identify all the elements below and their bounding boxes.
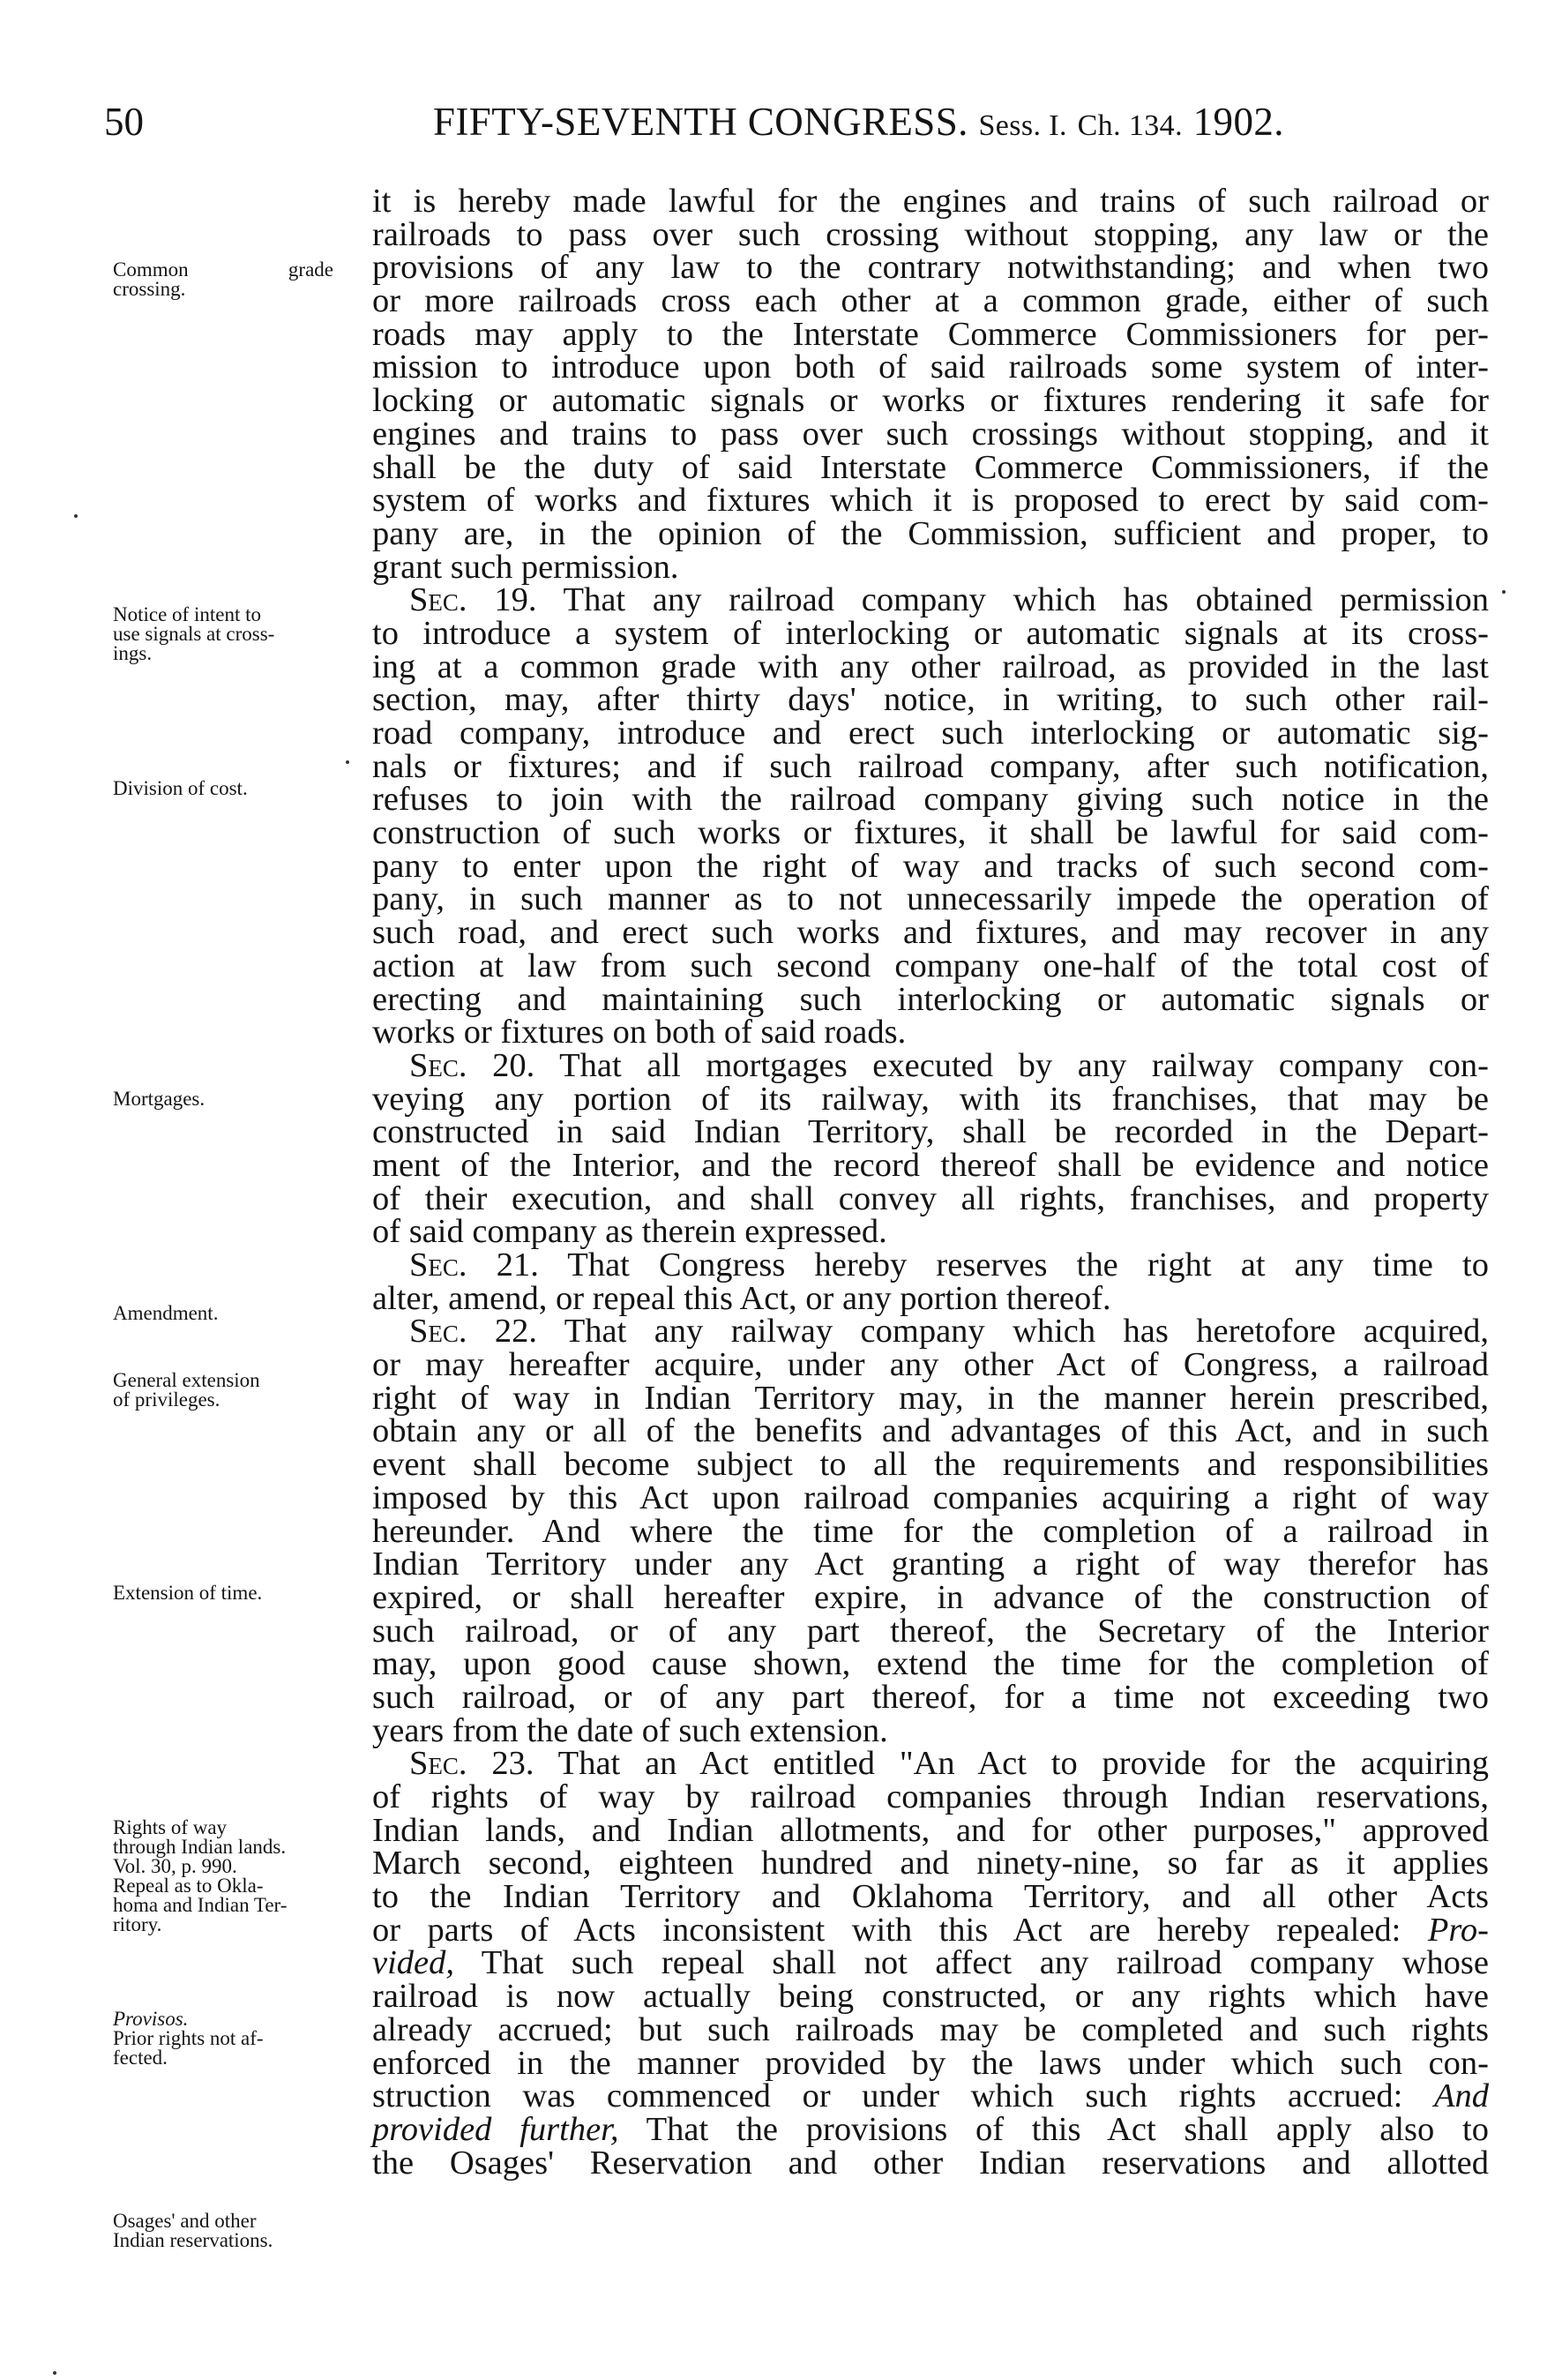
section-23-first-line	[372, 1745, 1490, 1783]
text-line: locking or automatic signals or works or fixtures rendering it safe for	[372, 382, 1489, 420]
margin-note-line: Extension of time.	[113, 1582, 263, 1604]
text-line: pany to enter upon the right of way and tracks of such second com-	[372, 847, 1489, 885]
running-title	[433, 95, 1284, 153]
text-line: to introduce a system of interlocking or automatic signals at its cross-	[372, 614, 1489, 652]
text-line: Indian Territory under any Act granting a right of way therefor has	[372, 1546, 1489, 1583]
margin-note-line: Notice of intent to	[113, 603, 261, 625]
margin-note-osages	[113, 2212, 369, 2250]
proviso-word: provided further,	[372, 2110, 619, 2148]
margin-note-line: Repeal as to Okla-	[113, 1875, 264, 1897]
text-line: such railroad, or of any part thereof, for a time not exceeding two	[372, 1678, 1489, 1716]
margin-note-line: Prior rights not af-	[113, 2027, 264, 2049]
margin-note-general-extension	[113, 1371, 369, 1410]
session-label: Sess. I.	[978, 109, 1067, 142]
text-line	[372, 1911, 1489, 1949]
section-21-label: Sec. 21.	[409, 1246, 539, 1284]
text-line: or may hereafter acquire, under any other Act of Congress, a railroad	[372, 1346, 1489, 1384]
text-line: nals or fixtures; and if such railroad company, after such notification,	[372, 747, 1489, 785]
text-segment: struction was commenced or under which such rights accrued:	[372, 2077, 1403, 2115]
margin-note-line: Rights of way	[113, 1816, 228, 1838]
scan-speck	[346, 760, 349, 764]
margin-note-line: Osages' and other	[113, 2210, 257, 2232]
text-line: such railroad, or of any part thereof, the Secretary of the Interior	[372, 1612, 1489, 1650]
text-line: event shall become subject to all the requirements and responsibilities	[372, 1446, 1489, 1484]
section-22-text: That any railway company which has heretofore acquired,	[564, 1313, 1489, 1351]
text-line: hereunder. And where the time for the completion of a railroad in	[372, 1512, 1489, 1550]
text-line: pany, in such manner as to not unnecessarily impede the operation of	[372, 880, 1489, 918]
body-text	[372, 185, 1489, 2180]
text-line	[372, 2077, 1489, 2115]
text-line: expired, or shall hereafter expire, in advance of the construction of	[372, 1578, 1489, 1616]
text-line: of rights of way by railroad companies through Indian reservations,	[372, 1778, 1489, 1815]
running-head	[104, 95, 1498, 148]
text-line: system of works and fixtures which it is proposed to erect by said com-	[372, 482, 1489, 520]
text-line: railroad is now actually being constructed, or any rights which have	[372, 1978, 1489, 2016]
text-line: shall be the duty of said Interstate Commerce Commissioners, if the	[372, 448, 1489, 486]
text-line: veying any portion of its railway, with its franchises, that may be	[372, 1080, 1489, 1118]
text-line: it is hereby made lawful for the engines and trains of such railroad or	[372, 183, 1489, 220]
section-20-label: Sec. 20.	[409, 1046, 535, 1084]
text-line	[372, 1944, 1489, 1982]
text-line: grant such permission.	[372, 548, 679, 586]
text-line: constructed in said Indian Territory, shall be recorded in the Depart-	[372, 1113, 1489, 1151]
margin-note-line: through Indian lands.	[113, 1836, 287, 1858]
text-line: works or fixtures on both of said roads.	[372, 1014, 907, 1052]
text-line: right of way in Indian Territory may, in the manner herein prescribed,	[372, 1379, 1489, 1417]
text-line: roads may apply to the Interstate Commerce Commissioners for per-	[372, 315, 1489, 353]
text-line: alter, amend, or repeal this Act, or any portion thereof.	[372, 1279, 1111, 1317]
text-line: erecting and maintaining such interlocking or automatic signals or	[372, 980, 1489, 1018]
text-line: March second, eighteen hundred and ninety-nine, so far as it applies	[372, 1845, 1489, 1882]
section-23-text: That an Act entitled "An Act to provide for the acquiring	[557, 1745, 1490, 1783]
text-line: railroads to pass over such crossing without stopping, any law or the	[372, 215, 1489, 253]
text-line: provisions of any law to the contrary notwithstanding; and when two	[372, 249, 1489, 287]
section-21-text: That Congress hereby reserves the right at any time to	[567, 1246, 1489, 1284]
page-number: 50	[104, 100, 144, 144]
text-line: Indian lands, and Indian allotments, and for other purposes," approved	[372, 1811, 1489, 1849]
text-line: such road, and erect such works and fixtures, and may recover in any	[372, 914, 1489, 952]
margin-note-notice-of-intent	[113, 605, 369, 663]
margin-note-line: Amendment.	[113, 1302, 219, 1324]
margin-note-line: ings.	[113, 642, 153, 664]
text-segment: That such repeal shall not affect any railroad company whose	[481, 1944, 1489, 1982]
section-19-text: That any railroad company which has obtained permission	[563, 581, 1489, 619]
text-line: refuses to join with the railroad company giving such notice in the	[372, 781, 1489, 819]
text-line: years from the date of such extension.	[372, 1711, 888, 1749]
text-segment: or parts of Acts inconsistent with this Act are hereby repealed:	[372, 1911, 1401, 1949]
margin-note-line: of privileges.	[113, 1388, 220, 1411]
section-20-first-line	[372, 1046, 1489, 1084]
text-line: pany are, in the opinion of the Commission, sufficient and proper, to	[372, 514, 1489, 552]
text-line: ing at a common grade with any other railroad, as provided in the last	[372, 647, 1489, 685]
margin-note-provisos	[113, 2010, 369, 2068]
chapter-label: Ch. 134.	[1077, 109, 1183, 142]
section-19-label: Sec. 19.	[409, 581, 537, 619]
scan-speck	[74, 514, 78, 518]
margin-note-line: use signals at cross-	[113, 623, 275, 645]
margin-note-line: Common grade	[113, 258, 333, 281]
margin-note-line: Indian reservations.	[113, 2229, 273, 2251]
section-22-label: Sec. 22.	[409, 1313, 538, 1351]
margin-note-line: General extension	[113, 1369, 260, 1391]
margin-note-line: Division of cost.	[113, 777, 248, 799]
text-line	[372, 2110, 1490, 2148]
margin-note-line: homa and Indian Ter-	[113, 1894, 288, 1916]
margin-note-common-grade-crossing	[113, 260, 369, 299]
margin-note-line: crossing.	[113, 278, 186, 300]
text-line: section, may, after thirty days' notice, in writing, to such other rail-	[372, 681, 1489, 719]
margin-note-line: Mortgages.	[113, 1088, 206, 1110]
text-segment: That the provisions of this Act shall apply also to	[646, 2110, 1490, 2148]
margin-note-mortgages	[113, 1089, 369, 1109]
congress-title: FIFTY-SEVENTH CONGRESS.	[433, 100, 968, 144]
margin-note-amendment	[113, 1304, 369, 1323]
text-line: may, upon good cause shown, extend the time for the completion of	[372, 1645, 1489, 1683]
text-line: obtain any or all of the benefits and advantages of this Act, and in such	[372, 1412, 1489, 1450]
text-line: construction of such works or fixtures, it shall be lawful for said com-	[372, 814, 1489, 852]
margin-note-line: ritory.	[113, 1913, 162, 1935]
section-19-first-line	[372, 581, 1489, 619]
text-line: of said company as therein expressed.	[372, 1213, 887, 1251]
text-line: road company, introduce and erect such interlocking or automatic sig-	[372, 715, 1489, 752]
proviso-word: vided,	[372, 1944, 454, 1982]
margin-note-extension-of-time	[113, 1583, 369, 1603]
scan-speck	[53, 2371, 56, 2375]
section-21-first-line	[372, 1246, 1489, 1284]
proviso-word: Pro-	[1427, 1911, 1489, 1949]
text-line: the Osages' Reservation and other Indian reservations and allotted	[372, 2144, 1489, 2182]
text-line: ment of the Interior, and the record thereof shall be evidence and notice	[372, 1146, 1489, 1184]
text-line: already accrued; but such railroads may be completed and such rights	[372, 2010, 1489, 2048]
proviso-word: And	[1433, 2077, 1489, 2115]
margin-note-rights-of-way	[113, 1818, 369, 1935]
text-line: of their execution, and shall convey all rights, franchises, and property	[372, 1179, 1489, 1217]
text-line: or more railroads cross each other at a common grade, either of such	[372, 282, 1489, 320]
year-label: 1902.	[1192, 100, 1284, 144]
margin-note-line: fected.	[113, 2047, 168, 2069]
scan-speck	[1502, 590, 1506, 594]
text-line: to the Indian Territory and Oklahoma Territory, and all other Acts	[372, 1878, 1489, 1916]
margin-note-division-of-cost	[113, 779, 369, 798]
section-23-label: Sec. 23.	[409, 1745, 534, 1783]
text-line: enforced in the manner provided by the laws under which such con-	[372, 2044, 1489, 2082]
margin-note-line: Vol. 30, p. 990.	[113, 1855, 237, 1877]
section-22-first-line	[372, 1315, 1489, 1349]
section-20-text: That all mortgages executed by any railway company con-	[559, 1046, 1489, 1084]
text-line: mission to introduce upon both of said railroads some system of inter-	[372, 348, 1489, 386]
text-line: imposed by this Act upon railroad companies acquiring a right of way	[372, 1478, 1489, 1516]
text-line: engines and trains to pass over such crossings without stopping, and it	[372, 415, 1489, 453]
margin-note-line: Provisos.	[113, 2008, 189, 2030]
text-line: action at law from such second company one-half of the total cost of	[372, 947, 1489, 984]
